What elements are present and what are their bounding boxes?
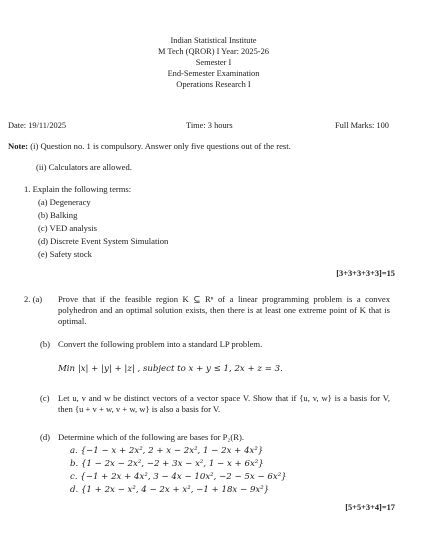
note-line-2: (ii) Calculators are allowed. — [36, 162, 132, 172]
exam-header — [0, 36, 427, 91]
q2c-text: Let u, v and w be distinct vectors of a vector space V. Show that if {u, v, w} is a basis for V, then {u + v + w, v + w, w} is also a basis for V. — [58, 393, 390, 415]
q2d-label: (d) — [40, 432, 51, 442]
q1-item-a: (a) Degeneracy — [38, 197, 91, 207]
q2-marks: [5+5+3+4]=17 — [345, 503, 395, 512]
full-marks: Full Marks: 100 — [335, 121, 389, 130]
q2b-text: Convert the following problem into a standard LP problem. — [58, 339, 263, 349]
q2b-math: Min |x| + |y| + |z| , subject to x + y ≤ 1, 2x + z = 3. — [58, 364, 283, 374]
q2d-item-b: b. {1 − 2x − 2x², −2 + 3x − x², 1 − x + 6x²} — [70, 459, 264, 469]
instructions-note — [8, 141, 418, 152]
q1-item-e: (e) Safety stock — [38, 249, 92, 259]
exam-duration: Time: 3 hours — [186, 121, 233, 130]
exam-line: End-Semester Examination — [167, 69, 260, 78]
course-title: Operations Research I — [176, 80, 251, 89]
q2d-item-d: d. {1 + 2x − x², 4 − 2x + x², −1 + 18x − 9x²} — [70, 485, 270, 495]
q1-item-b: (b) Balking — [38, 210, 78, 220]
q1-marks: [3+3+3+3+3]=15 — [336, 269, 395, 278]
institute-name: Indian Statistical Institute — [170, 36, 257, 45]
q1-item-d: (d) Discrete Event System Simulation — [38, 236, 169, 246]
note-line-1: (i) Question no. 1 is compulsory. Answer only five questions out of the rest. — [30, 141, 291, 151]
q1-item-c: (c) VED analysis — [38, 223, 98, 233]
q2d-text: Determine which of the following are bases for P₂(R). — [58, 432, 245, 442]
q1-stem: 1. Explain the following terms: — [24, 184, 132, 194]
program-line: M Tech (QROR) I Year: 2025-26 — [158, 47, 269, 56]
q2a-text: Prove that if the feasible region K ⊆ Rⁿ of a linear programming problem is a convex polyhedron and an optimal solution exists, then there is at least one extreme point of K that is optimal. — [58, 294, 390, 327]
semester-line: Semester I — [195, 58, 232, 67]
q2d-item-a: a. {−1 − x + 2x², 2 + x − 2x², 1 − 2x + 4x²} — [70, 446, 264, 456]
q2d-item-c: c. {−1 + 2x + 4x², 3 − 4x − 10x², −2 − 5x − 6x²} — [70, 472, 287, 482]
q2a-label: 2. (a) — [24, 294, 43, 304]
q2c-label: (c) — [40, 393, 50, 403]
exam-date: Date: 19/11/2025 — [8, 121, 67, 130]
q2b-label: (b) — [40, 339, 51, 349]
note-label: Note: — [8, 141, 29, 151]
